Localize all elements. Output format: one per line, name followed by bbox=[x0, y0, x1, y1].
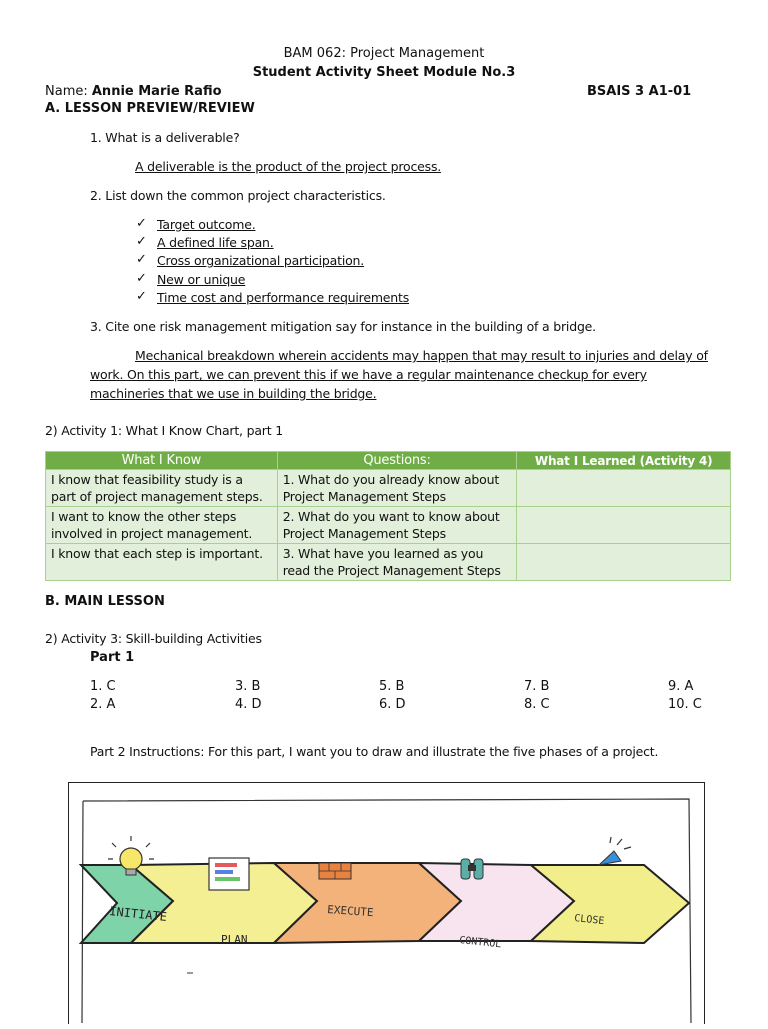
section-code: BSAIS 3 A1-01 bbox=[587, 84, 692, 99]
question-cell: 3. What have you learned as you read the Project Management Steps bbox=[277, 544, 517, 581]
answer-item: 2. A bbox=[90, 697, 116, 712]
name-line bbox=[45, 84, 222, 99]
learned-cell[interactable] bbox=[517, 470, 731, 507]
project-phases-drawing bbox=[68, 782, 705, 1024]
answer-item: 6. D bbox=[379, 697, 406, 712]
answer-item: 7. B bbox=[524, 679, 550, 694]
check-icon: ✓ bbox=[136, 216, 147, 231]
list-item: Target outcome. bbox=[157, 217, 256, 232]
list-item: A defined life span. bbox=[157, 235, 274, 250]
phase-label: EXECUTE bbox=[326, 903, 374, 920]
what-i-know-chart bbox=[45, 451, 731, 581]
section-b-title: B. MAIN LESSON bbox=[45, 594, 165, 609]
table-row bbox=[46, 507, 731, 544]
check-icon: ✓ bbox=[136, 289, 147, 304]
question-cell: 2. What do you want to know about Project Management Steps bbox=[277, 507, 517, 544]
answer-item: 1. C bbox=[90, 679, 116, 694]
answer-item: 8. C bbox=[524, 697, 550, 712]
answer-item: 9. A bbox=[668, 679, 694, 694]
question-1: 1. What is a deliverable? bbox=[90, 130, 240, 145]
list-item: Cross organizational participation. bbox=[157, 253, 365, 268]
execute-bricks-icon bbox=[319, 863, 351, 879]
activity-1-title: 2) Activity 1: What I Know Chart, part 1 bbox=[45, 423, 283, 438]
party-popper-icon bbox=[599, 837, 631, 865]
know-cell: I know that feasibility study is a part of project management steps. bbox=[46, 470, 278, 507]
learned-cell[interactable] bbox=[517, 507, 731, 544]
question-3: 3. Cite one risk management mitigation say for instance in the building of a bridge. bbox=[90, 319, 596, 334]
name-value: Annie Marie Rafio bbox=[91, 84, 222, 99]
phase-label: CLOSE bbox=[573, 913, 605, 928]
phases-illustration bbox=[69, 783, 706, 1025]
table-row bbox=[46, 470, 731, 507]
phase-label: INITIATE bbox=[108, 904, 168, 925]
list-item: Time cost and performance requirements bbox=[157, 290, 410, 305]
course-title: BAM 062: Project Management bbox=[283, 46, 485, 61]
answer-item: 10. C bbox=[668, 697, 702, 712]
list-item: New or unique bbox=[157, 272, 246, 287]
table-row bbox=[46, 544, 731, 581]
question-cell: 1. What do you already know about Project Management Steps bbox=[277, 470, 517, 507]
answer-3-line-3: machineries that we use in building the bridge. bbox=[90, 386, 377, 401]
activity-3-title: 2) Activity 3: Skill-building Activities bbox=[45, 631, 262, 646]
learned-cell[interactable] bbox=[517, 544, 731, 581]
answer-1: A deliverable is the product of the project process. bbox=[135, 159, 442, 174]
know-cell: I want to know the other steps involved in project management. bbox=[46, 507, 278, 544]
check-icon: ✓ bbox=[136, 234, 147, 249]
header-what-i-know: What I Know bbox=[46, 452, 278, 470]
header-questions: Questions: bbox=[277, 452, 517, 470]
sheet-title: Student Activity Sheet Module No.3 bbox=[252, 65, 516, 80]
answer-3-line-2: work. On this part, we can prevent this if we have a regular maintenance checkup for every bbox=[90, 367, 647, 382]
part-2-instructions: Part 2 Instructions: For this part, I want you to draw and illustrate the five phases of a project. bbox=[90, 744, 659, 759]
part-1-title: Part 1 bbox=[90, 650, 135, 665]
answer-3-line-1: Mechanical breakdown wherein accidents may happen that may result to injuries and delay of bbox=[135, 348, 708, 363]
section-a-title: A. LESSON PREVIEW/REVIEW bbox=[45, 101, 255, 116]
phase-label: PLAN bbox=[221, 933, 248, 946]
answer-item: 3. B bbox=[235, 679, 261, 694]
know-cell: I know that each step is important. bbox=[46, 544, 278, 581]
phase-label: CONTROL bbox=[458, 935, 502, 951]
name-label: Name: bbox=[45, 84, 92, 99]
answer-item: 5. B bbox=[379, 679, 405, 694]
chart-header-row bbox=[46, 452, 731, 470]
header-what-i-learned: What I Learned (Activity 4) bbox=[517, 452, 731, 470]
check-icon: ✓ bbox=[136, 252, 147, 267]
check-icon: ✓ bbox=[136, 271, 147, 286]
answer-item: 4. D bbox=[235, 697, 262, 712]
plan-board-icon bbox=[209, 858, 249, 890]
question-2: 2. List down the common project characteristics. bbox=[90, 188, 386, 203]
